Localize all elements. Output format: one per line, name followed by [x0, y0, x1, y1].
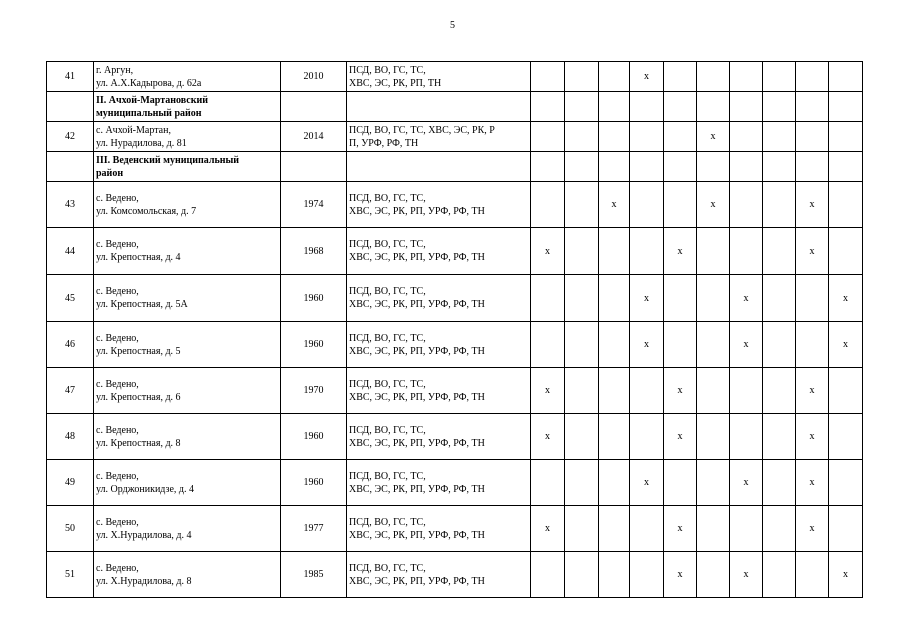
mark-cell	[599, 368, 630, 414]
mark-cell	[565, 182, 599, 228]
row-number-cell: 49	[47, 460, 94, 506]
mark-cell	[565, 368, 599, 414]
mark-cell	[531, 152, 565, 182]
mark-cell	[796, 92, 829, 122]
mark-cell	[697, 62, 730, 92]
year-cell: 1970	[281, 368, 347, 414]
year-cell: 1960	[281, 414, 347, 460]
mark-cell: х	[796, 506, 829, 552]
mark-cell: х	[630, 275, 664, 322]
cell-text-line: ул. Крепостная, д. 5А	[96, 299, 188, 310]
mark-cell	[565, 62, 599, 92]
work-types-cell	[347, 275, 531, 322]
address-cell	[94, 322, 281, 368]
year-cell: 1977	[281, 506, 347, 552]
mark-cell: х	[630, 460, 664, 506]
mark-cell: х	[630, 62, 664, 92]
cell-text-line: ХВС, ЭС, РК, РП, УРФ, РФ, ТН	[349, 529, 485, 541]
mark-cell	[630, 552, 664, 598]
cell-text-line: ПСД, ВО, ГС, ТС,	[349, 424, 426, 436]
mark-cell	[796, 122, 829, 152]
row-number-cell: 45	[47, 275, 94, 322]
work-types-cell	[347, 62, 531, 92]
cell-text-line: г. Аргун,	[96, 64, 134, 76]
address-cell	[94, 414, 281, 460]
mark-cell	[630, 152, 664, 182]
mark-cell	[565, 414, 599, 460]
address-cell	[94, 506, 281, 552]
mark-cell	[763, 122, 796, 152]
cell-text-line: ХВС, ЭС, РК, РП, УРФ, РФ, ТН	[349, 205, 485, 217]
mark-cell	[829, 506, 863, 552]
mark-cell	[796, 152, 829, 182]
section-title-cell	[94, 92, 281, 122]
mark-cell: х	[796, 182, 829, 228]
work-types-cell	[347, 368, 531, 414]
mark-cell	[730, 122, 763, 152]
cell-text-line: ПСД, ВО, ГС, ТС,	[349, 378, 426, 390]
mark-cell	[599, 152, 630, 182]
table-row	[47, 275, 863, 322]
cell-text-line: с. Ведено,	[96, 470, 139, 482]
cell-text-line: ул. Орджоникидзе, д. 4	[96, 483, 194, 495]
table-row	[47, 62, 863, 92]
cell-text-line: ХВС, ЭС, РК, РП, УРФ, РФ, ТН	[349, 483, 485, 495]
cell-text-line: с. Ачхой-Мартан,	[96, 124, 171, 136]
mark-cell: х	[730, 460, 763, 506]
mark-cell	[664, 460, 697, 506]
row-number-cell: 48	[47, 414, 94, 460]
work-types-cell	[347, 228, 531, 275]
mark-cell: х	[664, 506, 697, 552]
mark-cell	[763, 275, 796, 322]
mark-cell	[697, 275, 730, 322]
mark-cell	[630, 182, 664, 228]
cell-text-line: ПСД, ВО, ГС, ТС,	[349, 192, 426, 204]
cell-text-line: с. Ведено,	[96, 424, 139, 436]
mark-cell	[531, 122, 565, 152]
year-cell: 1960	[281, 460, 347, 506]
mark-cell	[829, 122, 863, 152]
cell-text-line: с. Ведено,	[96, 192, 139, 204]
cell-text-line: ул. Комсомольская, д. 7	[96, 205, 197, 217]
table-row	[47, 368, 863, 414]
row-number-cell: 46	[47, 322, 94, 368]
mark-cell: х	[730, 552, 763, 598]
mark-cell	[664, 182, 697, 228]
mark-cell: х	[664, 368, 697, 414]
mark-cell: х	[599, 182, 630, 228]
row-number-cell: 47	[47, 368, 94, 414]
mark-cell: х	[531, 228, 565, 275]
cell-text-line: ул. А.Х.Кадырова, д. 62а	[96, 77, 202, 89]
mark-cell	[599, 228, 630, 275]
mark-cell	[531, 182, 565, 228]
mark-cell	[531, 62, 565, 92]
mark-cell	[599, 552, 630, 598]
cell-text-line: III. Веденский муниципальный	[96, 154, 240, 166]
cell-text-line: ПСД, ВО, ГС, ТС, ХВС, ЭС, РК, Р	[349, 124, 495, 136]
work-types-cell	[347, 552, 531, 598]
mark-cell: х	[664, 414, 697, 460]
row-number-cell: 51	[47, 552, 94, 598]
row-number-cell: 41	[47, 62, 94, 92]
cell-text-line: с. Ведено,	[96, 378, 139, 390]
mark-cell	[697, 460, 730, 506]
table-row	[47, 122, 863, 152]
address-cell	[94, 182, 281, 228]
mark-cell	[697, 506, 730, 552]
mark-cell	[730, 182, 763, 228]
cell-text-line: ул. Крепостная, д. 4	[96, 252, 181, 263]
mark-cell	[599, 122, 630, 152]
mark-cell: х	[730, 322, 763, 368]
mark-cell	[829, 182, 863, 228]
cell-text-line: ПСД, ВО, ГС, ТС,	[349, 332, 426, 344]
mark-cell	[599, 275, 630, 322]
mark-cell	[664, 322, 697, 368]
work-types-cell	[347, 506, 531, 552]
mark-cell	[630, 122, 664, 152]
cell-text-line: ХВС, ЭС, РК, РП, ТН	[349, 77, 442, 89]
mark-cell	[829, 460, 863, 506]
cell-text-line: ул. Нурадилова, д. 81	[96, 137, 187, 149]
mark-cell	[697, 152, 730, 182]
cell-text-line: ХВС, ЭС, РК, РП, УРФ, РФ, ТН	[349, 391, 485, 403]
mark-cell	[599, 92, 630, 122]
mark-cell	[697, 552, 730, 598]
mark-cell	[763, 92, 796, 122]
address-cell	[94, 122, 281, 152]
mark-cell	[697, 228, 730, 275]
table-row	[47, 506, 863, 552]
mark-cell	[630, 414, 664, 460]
address-cell	[94, 62, 281, 92]
mark-cell: х	[697, 122, 730, 152]
year-cell	[281, 152, 347, 182]
mark-cell	[630, 506, 664, 552]
table-row	[47, 182, 863, 228]
mark-cell	[565, 122, 599, 152]
mark-cell	[763, 414, 796, 460]
work-types-cell	[347, 152, 531, 182]
cell-text-line: ПСД, ВО, ГС, ТС,	[349, 470, 426, 482]
mark-cell	[599, 414, 630, 460]
mark-cell	[829, 152, 863, 182]
mark-cell: х	[664, 552, 697, 598]
cell-text-line: с. Ведено,	[96, 516, 139, 528]
row-number-cell: 43	[47, 182, 94, 228]
mark-cell	[796, 62, 829, 92]
year-cell: 1960	[281, 322, 347, 368]
address-cell	[94, 460, 281, 506]
cell-text-line: ХВС, ЭС, РК, РП, УРФ, РФ, ТН	[349, 575, 485, 587]
housing-register-table	[46, 61, 863, 598]
mark-cell	[763, 228, 796, 275]
mark-cell	[763, 62, 796, 92]
mark-cell: х	[664, 228, 697, 275]
row-number-cell: 42	[47, 122, 94, 152]
cell-text-line: с. Ведено,	[96, 332, 139, 344]
mark-cell: х	[796, 460, 829, 506]
mark-cell	[664, 275, 697, 322]
mark-cell	[763, 182, 796, 228]
mark-cell	[531, 460, 565, 506]
year-cell: 1985	[281, 552, 347, 598]
work-types-cell	[347, 460, 531, 506]
mark-cell	[730, 414, 763, 460]
row-number-cell: 50	[47, 506, 94, 552]
mark-cell	[664, 122, 697, 152]
table-row	[47, 228, 863, 275]
row-number-cell	[47, 92, 94, 122]
cell-text-line: ПСД, ВО, ГС, ТС,	[349, 239, 426, 250]
mark-cell	[664, 152, 697, 182]
cell-text-line: ул. Х.Нурадилова, д. 8	[96, 575, 192, 587]
mark-cell	[531, 92, 565, 122]
mark-cell: х	[829, 322, 863, 368]
mark-cell	[697, 322, 730, 368]
year-cell: 1960	[281, 275, 347, 322]
mark-cell	[565, 92, 599, 122]
cell-text-line: ПСД, ВО, ГС, ТС,	[349, 64, 426, 76]
cell-text-line: ХВС, ЭС, РК, РП, УРФ, РФ, ТН	[349, 437, 485, 449]
section-title-cell	[94, 152, 281, 182]
work-types-cell	[347, 122, 531, 152]
mark-cell: х	[796, 368, 829, 414]
mark-cell	[565, 322, 599, 368]
cell-text-line: ул. Крепостная, д. 6	[96, 391, 181, 403]
mark-cell	[763, 322, 796, 368]
mark-cell	[730, 506, 763, 552]
table-row	[47, 460, 863, 506]
mark-cell: х	[829, 275, 863, 322]
mark-cell	[730, 368, 763, 414]
mark-cell	[796, 275, 829, 322]
mark-cell	[531, 322, 565, 368]
address-cell	[94, 275, 281, 322]
mark-cell	[829, 414, 863, 460]
mark-cell: х	[829, 552, 863, 598]
year-cell	[281, 92, 347, 122]
mark-cell	[630, 92, 664, 122]
mark-cell	[796, 322, 829, 368]
mark-cell	[730, 62, 763, 92]
mark-cell	[763, 368, 796, 414]
cell-text-line: с. Ведено,	[96, 239, 139, 250]
mark-cell	[599, 62, 630, 92]
table-row	[47, 552, 863, 598]
mark-cell	[763, 506, 796, 552]
mark-cell	[630, 368, 664, 414]
mark-cell	[730, 92, 763, 122]
mark-cell	[697, 414, 730, 460]
mark-cell: х	[531, 506, 565, 552]
mark-cell	[697, 368, 730, 414]
work-types-cell	[347, 322, 531, 368]
mark-cell	[664, 62, 697, 92]
mark-cell	[829, 92, 863, 122]
year-cell: 1974	[281, 182, 347, 228]
table-row	[47, 414, 863, 460]
mark-cell	[565, 506, 599, 552]
mark-cell	[763, 552, 796, 598]
mark-cell	[730, 152, 763, 182]
mark-cell	[829, 62, 863, 92]
section-row	[47, 152, 863, 182]
mark-cell	[599, 506, 630, 552]
page-number: 5	[450, 20, 455, 31]
row-number-cell	[47, 152, 94, 182]
year-cell: 1968	[281, 228, 347, 275]
mark-cell	[565, 152, 599, 182]
mark-cell	[565, 552, 599, 598]
cell-text-line: ул. Х.Нурадилова, д. 4	[96, 529, 192, 541]
year-cell: 2010	[281, 62, 347, 92]
mark-cell	[565, 275, 599, 322]
row-number-cell: 44	[47, 228, 94, 275]
cell-text-line: ПСД, ВО, ГС, ТС,	[349, 562, 426, 574]
mark-cell: х	[630, 322, 664, 368]
mark-cell	[664, 92, 697, 122]
mark-cell: х	[531, 368, 565, 414]
mark-cell	[829, 368, 863, 414]
year-cell: 2014	[281, 122, 347, 152]
cell-text-line: с. Ведено,	[96, 562, 139, 574]
mark-cell	[763, 152, 796, 182]
cell-text-line: ХВС, ЭС, РК, РП, УРФ, РФ, ТН	[349, 299, 485, 310]
mark-cell	[565, 228, 599, 275]
mark-cell	[531, 552, 565, 598]
mark-cell: х	[796, 228, 829, 275]
mark-cell	[829, 228, 863, 275]
mark-cell	[531, 275, 565, 322]
address-cell	[94, 368, 281, 414]
mark-cell: х	[697, 182, 730, 228]
mark-cell	[599, 460, 630, 506]
mark-cell	[697, 92, 730, 122]
mark-cell	[763, 460, 796, 506]
cell-text-line: ХВС, ЭС, РК, РП, УРФ, РФ, ТН	[349, 252, 485, 263]
address-cell	[94, 552, 281, 598]
mark-cell	[565, 460, 599, 506]
cell-text-line: ХВС, ЭС, РК, РП, УРФ, РФ, ТН	[349, 345, 485, 357]
cell-text-line: П, УРФ, РФ, ТН	[349, 137, 419, 149]
mark-cell: х	[531, 414, 565, 460]
mark-cell: х	[796, 414, 829, 460]
cell-text-line: муниципальный район	[96, 107, 202, 119]
mark-cell	[730, 228, 763, 275]
work-types-cell	[347, 92, 531, 122]
cell-text-line: II. Ачхой-Мартановский	[96, 94, 209, 106]
cell-text-line: ул. Крепостная, д. 5	[96, 345, 181, 357]
cell-text-line: ПСД, ВО, ГС, ТС,	[349, 286, 426, 297]
work-types-cell	[347, 414, 531, 460]
mark-cell	[599, 322, 630, 368]
mark-cell: х	[730, 275, 763, 322]
address-cell	[94, 228, 281, 275]
cell-text-line: ПСД, ВО, ГС, ТС,	[349, 516, 426, 528]
cell-text-line: ул. Крепостная, д. 8	[96, 437, 181, 449]
cell-text-line: с. Ведено,	[96, 286, 139, 297]
section-row	[47, 92, 863, 122]
cell-text-line: район	[96, 167, 124, 179]
mark-cell	[630, 228, 664, 275]
mark-cell	[796, 552, 829, 598]
work-types-cell	[347, 182, 531, 228]
table-row	[47, 322, 863, 368]
